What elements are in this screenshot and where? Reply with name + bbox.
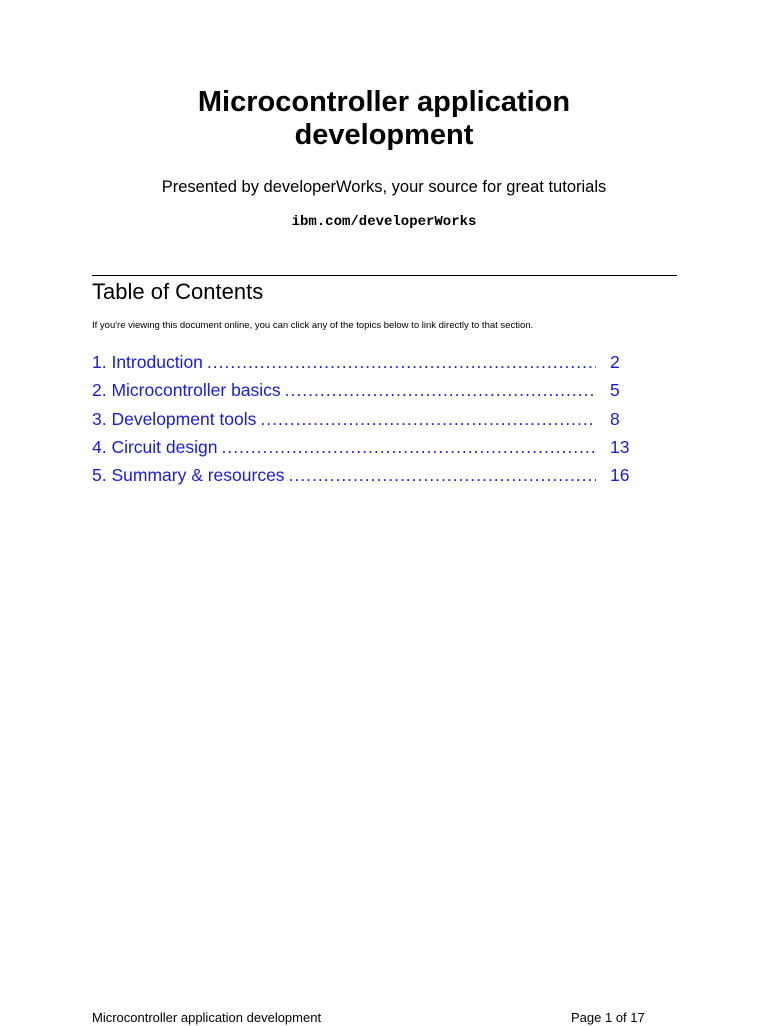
footer-page-number: Page 1 of 17 [571,1010,645,1025]
toc-list [92,350,652,491]
document-title-line-1: Microcontroller application [197,86,571,118]
toc-entry-label[interactable]: 4. Circuit design [92,436,218,457]
toc-leader-dots [285,378,596,402]
site-url: ibm.com/developerWorks [291,214,477,230]
toc-entry-page[interactable]: 2 [610,352,620,372]
toc-note: If you're viewing this document online, you can click any of the topics below to link directly to that section. [92,320,534,331]
footer-document-title: Microcontroller application development [92,1010,322,1025]
section-divider [92,275,677,276]
toc-entry-page[interactable]: 8 [610,408,620,429]
toc-entry-introduction[interactable] [92,350,652,378]
toc-entry-circuit-design[interactable] [92,435,652,463]
document-title-line-2: development [294,119,474,151]
document-title [0,86,768,152]
toc-entry-label[interactable]: 2. Microcontroller basics [92,380,281,401]
toc-entry-label[interactable]: 3. Development tools [92,408,257,429]
toc-heading: Table of Contents [92,279,264,304]
toc-entry-page[interactable]: 16 [610,465,630,486]
toc-entry-summary-resources[interactable] [92,463,652,491]
toc-entry-microcontroller-basics[interactable] [92,378,652,406]
toc-leader-dots [207,350,596,374]
toc-entry-page[interactable]: 13 [610,436,630,457]
toc-entry-development-tools[interactable] [92,407,652,435]
toc-entry-label[interactable]: 1. Introduction [92,352,203,372]
document-subtitle: Presented by developerWorks, your source for great tutorials [161,178,607,196]
toc-entry-page[interactable]: 5 [610,380,620,401]
toc-leader-dots [221,435,596,459]
toc-leader-dots [289,463,596,487]
toc-entry-label[interactable]: 5. Summary & resources [92,465,285,486]
toc-leader-dots [260,407,596,431]
